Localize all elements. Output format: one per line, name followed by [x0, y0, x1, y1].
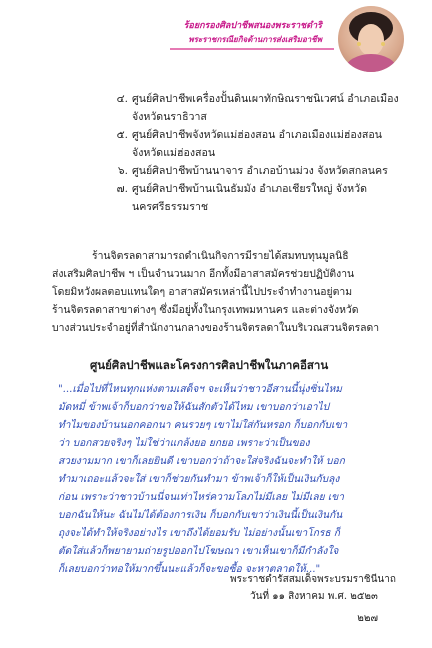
portrait-image	[338, 6, 404, 72]
section-heading: ศูนย์ศิลปาชีพและโครงการศิลปาชีพในภาคอีสาน	[90, 358, 329, 372]
list-text: จังหวัดแม่ฮ่องสอน	[132, 147, 216, 159]
center-list	[0, 90, 432, 216]
list-item	[0, 162, 432, 180]
list-text: ศูนย์ศิลปาชีพจังหวัดแม่ฮ่องสอน อำเภอเมืองแม่ฮ่องสอน	[132, 129, 382, 141]
quote-line: ก็เลยบอกว่าทอให้มากขึ้นนะแล้วก็จะขอซื้อ จะหาตลาดให้..."	[58, 564, 321, 575]
header-rule	[170, 48, 334, 50]
header-subtitle: พระราชกรณียกิจด้านการส่งเสริมอาชีพ	[188, 35, 322, 44]
quote-line: ทำไมของบ้านนอกคอกนา คนรวยๆ เขาไม่ใส่กันหรอก ก็บอกกับเขา	[58, 420, 348, 431]
attribution-date: วันที่ ๑๑ สิงหาคม พ.ศ. ๒๕๒๓	[250, 591, 378, 602]
quote-line: บอกฉันให้นะ ฉันไม่ได้ต้องการเงิน ก็บอกกับเขาว่าเงินนี้เป็นเงินกัน	[58, 510, 343, 521]
quote-line: ก่อน เพราะว่าชาวบ้านนี่จนเท่าไหร่ความโลภไม่มีเลย ไม่มีเลย เขา	[58, 492, 344, 503]
paragraph-line: ร้านจิตรลดาสาขาต่างๆ ซึ่งมีอยู่ทั้งในกรุงเทพมหานคร และต่างจังหวัด	[52, 304, 359, 316]
attribution-source: พระราชดำรัสสมเด็จพระบรมราชินีนาถ	[230, 574, 396, 585]
body-paragraph	[52, 247, 397, 337]
list-item-cont	[0, 144, 432, 162]
list-number: ๖.	[117, 165, 128, 177]
list-item	[0, 90, 432, 108]
list-number: ๕.	[116, 129, 128, 141]
list-text: นครศรีธรรมราช	[132, 201, 209, 213]
list-item	[0, 126, 432, 144]
quote-line: ว่า บอกสวยจริงๆ ไม่ใช่ว่าแกล้งยอ ยกยอ เพราะว่าเป็นของ	[58, 438, 310, 449]
list-text: ศูนย์ศิลปาชีพบ้านนาจาร อำเภอบ้านม่วง จังหวัดสกลนคร	[132, 165, 388, 177]
quote-line: สวยงามมาก เขาก็เลยยินดี เขาบอกว่าถ้าจะใส่จริงฉันจะทำให้ บอก	[58, 456, 345, 467]
list-number: ๔.	[116, 93, 128, 105]
list-text: ศูนย์ศิลปาชีพบ้านเนินธัมมัง อำเภอเชียรใหญ่ จังหวัด	[132, 183, 367, 195]
page-number: ๒๒๗	[357, 613, 378, 624]
paragraph-line: ร้านจิตรลดาสามารถดำเนินกิจการมีรายได้สมทบทุนมูลนิธิ	[92, 250, 349, 262]
quote-line: ถุงจะได้ทำให้จริงอย่างไร เขาถึงได้ยอมรับ ไม่อย่างนั้นเขาโกรธ ก็	[58, 528, 340, 539]
royal-quote	[58, 381, 396, 579]
quote-line: ทำมาเถอะแล้วจะใส่ เขาก็ช่วยกันทำมา ข้าพเจ้าก็ให้เป็นเงินกับลุง	[58, 474, 340, 485]
list-item-cont	[0, 108, 432, 126]
list-number: ๗.	[116, 183, 128, 195]
list-text: จังหวัดนราธิวาส	[132, 111, 207, 123]
list-text: ศูนย์ศิลปาชีพเครื่องปั้นดินเผาทักษิณราชนิเวศน์ อำเภอเมือง	[132, 93, 399, 105]
header-title: ร้อยกรองศิลปาชีพสนองพระราชดำริ	[183, 21, 322, 31]
quote-line: ตัดใส่แล้วก็พยายามถ่ายรูปออกไปโฆษณา เขาเห็นเขาก็มีกำลังใจ	[58, 546, 339, 557]
paragraph-line: บางส่วนประจำอยู่ที่สำนักงานกลางของร้านจิตรลดาในบริเวณสวนจิตรลดา	[52, 322, 380, 334]
quote-line: "...เมื่อไปที่ไหนทุกแห่งตามเสด็จฯ จะเห็นว่าชาวอีสานนี้นุ่งซิ่นไหม	[58, 384, 343, 395]
paragraph-line: ส่งเสริมศิลปาชีพ ฯ เป็นจำนวนมาก อีกทั้งมีอาสาสมัครช่วยปฏิบัติงาน	[52, 268, 355, 280]
list-item-cont	[0, 198, 432, 216]
paragraph-line: โดยมิหวังผลตอบแทนใดๆ อาสาสมัครเหล่านี้ไปประจำทำงานอยู่ตาม	[52, 286, 353, 298]
quote-line: มัดหมี่ ข้าพเจ้าก็บอกว่าขอให้ฉันสักตัวได้ไหม เขาบอกว่าเอาไป	[58, 402, 330, 413]
list-item	[0, 180, 432, 198]
